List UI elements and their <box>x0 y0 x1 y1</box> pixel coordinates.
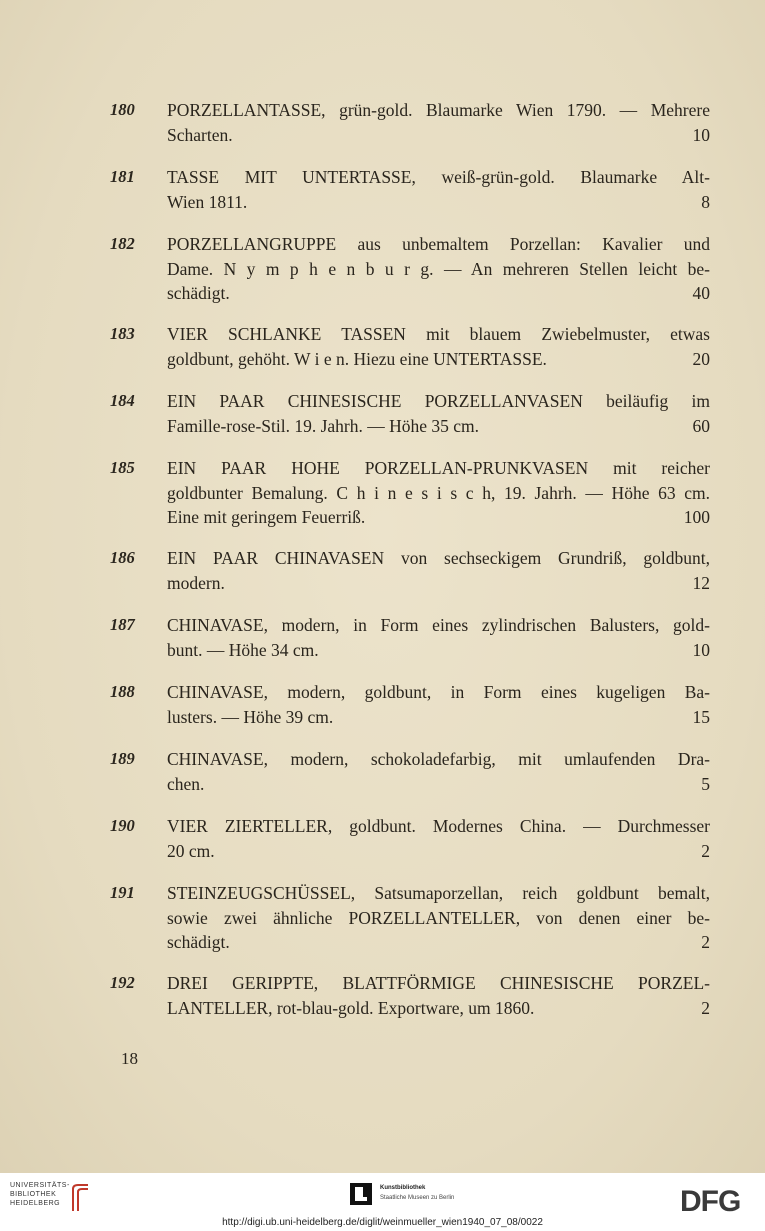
description-line <box>167 839 710 864</box>
catalog-entry <box>110 680 710 729</box>
description-line <box>167 705 710 730</box>
line-text: goldbunt, gehöht. W i e n. Hiezu eine UNTERTASSE. <box>167 348 547 369</box>
catalog-entry <box>110 232 710 306</box>
heidelberg-logo-icon <box>70 1183 92 1213</box>
line-text: Scharten. <box>167 124 233 145</box>
lot-description <box>167 680 710 729</box>
lot-number: 190 <box>110 816 135 835</box>
description-line: VIER SCHLANKE TASSEN mit blauem Zwiebelmuster, etwas <box>167 324 710 344</box>
line-text: lusters. — Höhe 39 cm. <box>167 706 334 727</box>
lot-description <box>167 165 710 214</box>
lot-description <box>167 232 710 306</box>
lot-number: 192 <box>110 973 135 992</box>
lot-number: 186 <box>110 548 135 567</box>
lot-description <box>167 747 710 796</box>
description-line <box>167 996 710 1021</box>
description-line: CHINAVASE, modern, in Form eines zylindrischen Balusters, gold- <box>167 615 710 635</box>
lot-number: 181 <box>110 167 135 186</box>
catalog-entry <box>110 389 710 438</box>
page-number: 18 <box>121 1049 138 1068</box>
lot-number: 183 <box>110 324 135 343</box>
uni-line-1: UNIVERSITÄTS- <box>10 1182 70 1189</box>
description-line: CHINAVASE, modern, schokoladefarbig, mit umlaufenden Dra- <box>167 749 710 769</box>
kunstbibliothek-subtitle: Staatliche Museen zu Berlin <box>380 1195 455 1201</box>
catalog-entry <box>110 456 710 530</box>
line-text: Wien 1811. <box>167 191 248 212</box>
description-line <box>167 281 710 306</box>
lot-price: 20 <box>692 348 710 369</box>
lot-description <box>167 389 710 438</box>
description-line: PORZELLANGRUPPE aus unbemaltem Porzellan: Kavalier und <box>167 234 710 254</box>
lot-number: 180 <box>110 100 135 119</box>
dfg-logo: DFG <box>680 1185 741 1218</box>
catalog-entry <box>110 747 710 796</box>
lot-description <box>167 971 710 1020</box>
lot-number: 188 <box>110 682 135 701</box>
lot-price: 12 <box>692 572 710 593</box>
description-line: DREI GERIPPTE, BLATTFÖRMIGE CHINESISCHE PORZEL- <box>167 973 710 993</box>
line-text: schädigt. <box>167 283 230 304</box>
footer-bar <box>0 1173 765 1231</box>
lot-description <box>167 613 710 662</box>
description-line: sowie zwei ähnliche PORZELLANTELLER, von denen einer be- <box>167 907 710 928</box>
description-line: goldbunter Bemalung. C h i n e s i s c h, 19. Jahrh. — Höhe 63 cm. <box>167 482 710 503</box>
catalog-entry <box>110 165 710 214</box>
lot-number: 182 <box>110 234 135 253</box>
line-text: Famille-rose-Stil. 19. Jahrh. — Höhe 35 cm. <box>167 415 480 436</box>
catalog-entry <box>110 881 710 955</box>
catalog-entry <box>110 98 710 147</box>
lot-price: 2 <box>701 997 710 1018</box>
source-url[interactable]: http://digi.ub.uni-heidelberg.de/diglit/weinmueller_wien1940_07_08/0022 <box>222 1217 543 1228</box>
description-line <box>167 190 710 215</box>
description-line: EIN PAAR HOHE PORZELLAN-PRUNKVASEN mit reicher <box>167 458 710 478</box>
description-line <box>167 414 710 439</box>
lot-description <box>167 322 710 371</box>
catalog-entry <box>110 613 710 662</box>
lot-description <box>167 814 710 863</box>
lot-number: 191 <box>110 883 135 902</box>
lot-price: 10 <box>692 639 710 660</box>
description-line <box>167 123 710 148</box>
lot-number: 189 <box>110 749 135 768</box>
lot-price: 8 <box>701 191 710 212</box>
lot-description <box>167 98 710 147</box>
kunstbibliothek-title: Kunstbibliothek <box>380 1185 426 1191</box>
description-line: CHINAVASE, modern, goldbunt, in Form eines kugeligen Ba- <box>167 682 710 702</box>
catalog-entry <box>110 814 710 863</box>
description-line: PORZELLANTASSE, grün-gold. Blaumarke Wien 1790. — Mehrere <box>167 100 710 120</box>
lot-price: 40 <box>692 283 710 304</box>
description-line: STEINZEUGSCHÜSSEL, Satsumaporzellan, reich goldbunt bemalt, <box>167 883 710 903</box>
lot-price: 15 <box>692 706 710 727</box>
uni-line-2: BIBLIOTHEK <box>10 1191 57 1198</box>
lot-number: 185 <box>110 458 135 477</box>
uni-line-3: HEIDELBERG <box>10 1200 61 1207</box>
kunstbibliothek-logo-icon <box>350 1183 372 1205</box>
description-line: VIER ZIERTELLER, goldbunt. Modernes China. — Durchmesser <box>167 816 710 836</box>
lot-price: 60 <box>692 415 710 436</box>
description-line <box>167 930 710 955</box>
line-text: LANTELLER, rot-blau-gold. Exportware, um 1860. <box>167 997 535 1018</box>
lot-price: 100 <box>683 507 710 528</box>
lot-description <box>167 456 710 530</box>
line-text: Eine mit geringem Feuerriß. <box>167 507 366 528</box>
line-text: bunt. — Höhe 34 cm. <box>167 639 319 660</box>
lot-price: 2 <box>701 932 710 953</box>
description-line <box>167 571 710 596</box>
description-line <box>167 347 710 372</box>
description-line: EIN PAAR CHINAVASEN von sechseckigem Grundriß, goldbunt, <box>167 548 710 568</box>
description-line: Dame. N y m p h e n b u r g. — An mehreren Stellen leicht be- <box>167 258 710 279</box>
lot-price: 10 <box>692 124 710 145</box>
description-line <box>167 505 710 530</box>
heidelberg-library-label <box>10 1181 70 1208</box>
description-line: TASSE MIT UNTERTASSE, weiß-grün-gold. Blaumarke Alt- <box>167 167 710 187</box>
lot-number: 187 <box>110 615 135 634</box>
description-line <box>167 638 710 663</box>
line-text: chen. <box>167 773 205 794</box>
description-line <box>167 772 710 797</box>
lot-price: 5 <box>701 773 710 794</box>
lot-price: 2 <box>701 840 710 861</box>
catalog-entry <box>110 322 710 371</box>
line-text: modern. <box>167 572 225 593</box>
lot-description <box>167 881 710 955</box>
catalog-entry <box>110 546 710 595</box>
description-line: EIN PAAR CHINESISCHE PORZELLANVASEN beiläufig im <box>167 391 710 411</box>
catalog-entry <box>110 971 710 1020</box>
lot-number: 184 <box>110 391 135 410</box>
line-text: schädigt. <box>167 932 230 953</box>
lot-description <box>167 546 710 595</box>
line-text: 20 cm. <box>167 840 215 861</box>
